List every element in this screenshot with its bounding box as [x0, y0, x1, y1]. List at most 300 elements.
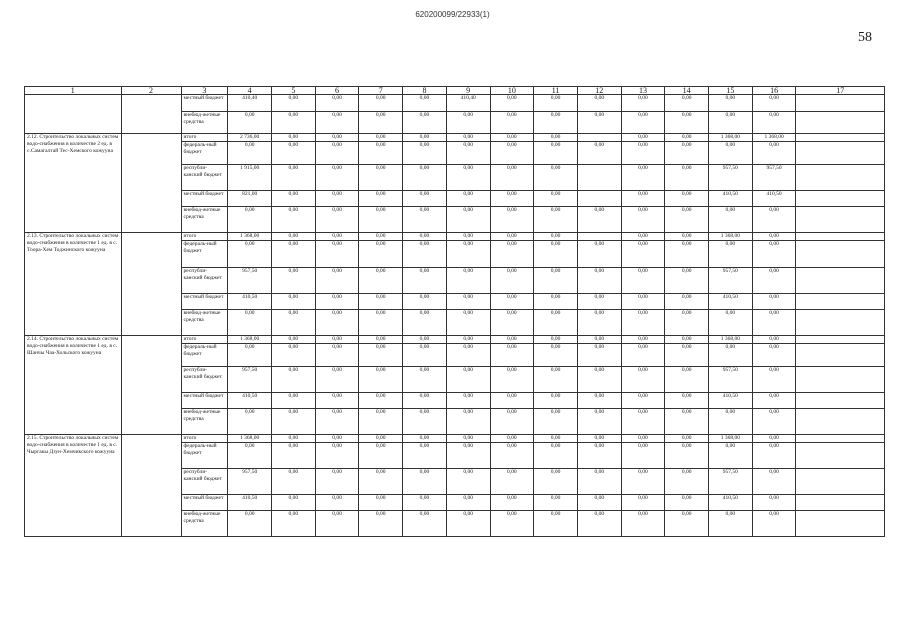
value-cell: 0,00 — [403, 469, 447, 495]
value-cell: 0,00 — [490, 241, 534, 268]
value-cell: 0,00 — [490, 344, 534, 367]
value-cell: 0,00 — [665, 95, 709, 112]
header-row — [25, 87, 885, 95]
value-cell: 0,00 — [490, 95, 534, 112]
value-cell: 0,00 — [534, 495, 578, 511]
value-cell: 0,00 — [709, 112, 753, 134]
value-cell: 0,00 — [577, 367, 621, 393]
column-header: 15 — [709, 87, 753, 95]
value-cell: 1 368,00 — [228, 435, 272, 443]
value-cell: 0,00 — [315, 393, 359, 409]
value-cell: 0,00 — [228, 207, 272, 233]
value-cell: 0,00 — [271, 241, 315, 268]
value-cell: 0,00 — [315, 241, 359, 268]
value-cell: 0,00 — [534, 95, 578, 112]
value-cell: 0,00 — [665, 435, 709, 443]
value-cell: 0,00 — [446, 367, 490, 393]
value-cell: 0,00 — [446, 393, 490, 409]
value-cell: 0,00 — [577, 469, 621, 495]
value-cell: 0,00 — [534, 310, 578, 336]
column-header: 4 — [228, 87, 272, 95]
value-cell: 0,00 — [446, 294, 490, 310]
value-cell: 0,00 — [752, 207, 796, 233]
value-cell: 0,00 — [752, 435, 796, 443]
note-cell — [796, 393, 885, 409]
value-cell — [577, 233, 621, 241]
value-cell: 0,00 — [403, 294, 447, 310]
value-cell: 0,00 — [752, 393, 796, 409]
value-cell: 0,00 — [315, 443, 359, 469]
column-header: 17 — [796, 87, 885, 95]
value-cell: 0,00 — [577, 142, 621, 165]
value-cell: 0,00 — [665, 294, 709, 310]
value-cell: 0,00 — [228, 511, 272, 537]
note-cell — [796, 469, 885, 495]
value-cell: 0,00 — [621, 367, 665, 393]
value-cell: 0,00 — [271, 367, 315, 393]
value-cell: 0,00 — [752, 268, 796, 294]
note-cell — [796, 409, 885, 435]
value-cell: 0,00 — [271, 511, 315, 537]
value-cell — [577, 134, 621, 142]
value-cell: 0,00 — [446, 435, 490, 443]
value-cell: 0,00 — [534, 142, 578, 165]
value-cell: 0,00 — [271, 495, 315, 511]
value-cell: 0,00 — [752, 443, 796, 469]
value-cell: 0,00 — [577, 95, 621, 112]
funding-source: итого — [181, 435, 228, 443]
value-cell: 957,50 — [228, 268, 272, 294]
value-cell: 0,00 — [534, 268, 578, 294]
value-cell: 821,00 — [228, 191, 272, 207]
funding-source: федераль-ный бюджет — [181, 443, 228, 469]
value-cell: 0,00 — [315, 310, 359, 336]
funding-source: федераль-ный бюджет — [181, 142, 228, 165]
value-cell: 0,00 — [534, 241, 578, 268]
column-header: 13 — [621, 87, 665, 95]
value-cell: 0,00 — [490, 142, 534, 165]
value-cell: 0,00 — [665, 142, 709, 165]
value-cell: 0,00 — [271, 268, 315, 294]
value-cell: 0,00 — [665, 310, 709, 336]
note-cell — [796, 511, 885, 537]
value-cell: 0,00 — [271, 393, 315, 409]
funding-source: внебюд-жетные средства — [181, 112, 228, 134]
value-cell: 1 915,00 — [228, 165, 272, 191]
value-cell: 0,00 — [271, 165, 315, 191]
value-cell: 0,00 — [665, 393, 709, 409]
value-cell: 0,00 — [621, 142, 665, 165]
value-cell: 0,00 — [665, 344, 709, 367]
value-cell: 410,50 — [228, 294, 272, 310]
value-cell: 957,50 — [709, 367, 753, 393]
value-cell: 410,40 — [228, 95, 272, 112]
value-cell: 0,00 — [315, 95, 359, 112]
value-cell: 0,00 — [315, 268, 359, 294]
value-cell: 0,00 — [315, 134, 359, 142]
value-cell: 0,00 — [359, 435, 403, 443]
table-row — [25, 233, 885, 241]
column-header: 11 — [534, 87, 578, 95]
note-cell — [796, 165, 885, 191]
value-cell: 1 368,00 — [709, 336, 753, 344]
value-cell: 1 368,00 — [709, 134, 753, 142]
value-cell: 2 736,00 — [228, 134, 272, 142]
value-cell: 0,00 — [446, 142, 490, 165]
value-cell: 0,00 — [359, 511, 403, 537]
value-cell: 410,50 — [709, 191, 753, 207]
column-header: 6 — [315, 87, 359, 95]
value-cell — [577, 165, 621, 191]
value-cell: 0,00 — [665, 469, 709, 495]
value-cell: 0,00 — [271, 134, 315, 142]
value-cell: 0,00 — [577, 268, 621, 294]
value-cell: 0,00 — [752, 409, 796, 435]
value-cell: 0,00 — [709, 344, 753, 367]
value-cell: 957,50 — [752, 165, 796, 191]
value-cell: 0,00 — [752, 142, 796, 165]
value-cell: 0,00 — [446, 344, 490, 367]
value-cell: 0,00 — [621, 435, 665, 443]
value-cell: 0,00 — [490, 336, 534, 344]
column-header: 2 — [121, 87, 181, 95]
funding-source: федераль-ный бюджет — [181, 241, 228, 268]
value-cell: 957,50 — [228, 469, 272, 495]
note-cell — [796, 95, 885, 112]
value-cell: 0,00 — [490, 310, 534, 336]
value-cell: 0,00 — [271, 336, 315, 344]
value-cell: 0,00 — [577, 344, 621, 367]
value-cell: 0,00 — [534, 207, 578, 233]
value-cell: 0,00 — [577, 495, 621, 511]
value-cell: 0,00 — [665, 165, 709, 191]
value-cell: 0,00 — [446, 511, 490, 537]
value-cell: 0,00 — [490, 134, 534, 142]
value-cell: 0,00 — [534, 435, 578, 443]
value-cell: 0,00 — [490, 165, 534, 191]
note-cell — [796, 112, 885, 134]
value-cell: 0,00 — [709, 207, 753, 233]
column-header: 5 — [271, 87, 315, 95]
value-cell: 410,50 — [752, 191, 796, 207]
value-cell: 0,00 — [403, 191, 447, 207]
value-cell: 0,00 — [315, 469, 359, 495]
value-cell: 0,00 — [534, 294, 578, 310]
value-cell: 0,00 — [228, 112, 272, 134]
value-cell: 0,00 — [577, 112, 621, 134]
value-cell: 0,00 — [446, 469, 490, 495]
value-cell: 957,50 — [228, 367, 272, 393]
value-cell: 0,00 — [315, 294, 359, 310]
value-cell: 0,00 — [403, 142, 447, 165]
value-cell: 0,00 — [315, 142, 359, 165]
value-cell: 0,00 — [228, 409, 272, 435]
value-cell: 0,00 — [271, 95, 315, 112]
value-cell: 0,00 — [709, 443, 753, 469]
value-cell: 0,00 — [665, 241, 709, 268]
value-cell: 0,00 — [359, 207, 403, 233]
funding-source: внебюд-жетные средства — [181, 207, 228, 233]
value-cell: 0,00 — [534, 134, 578, 142]
value-cell: 0,00 — [665, 207, 709, 233]
column-header: 3 — [181, 87, 228, 95]
value-cell: 0,00 — [403, 435, 447, 443]
value-cell: 0,00 — [271, 344, 315, 367]
value-cell: 0,00 — [359, 233, 403, 241]
value-cell: 0,00 — [752, 112, 796, 134]
value-cell: 0,00 — [315, 207, 359, 233]
value-cell: 0,00 — [577, 207, 621, 233]
value-cell: 0,00 — [534, 165, 578, 191]
value-cell: 0,00 — [621, 165, 665, 191]
value-cell: 0,00 — [446, 495, 490, 511]
value-cell: 0,00 — [315, 112, 359, 134]
value-cell: 0,00 — [709, 409, 753, 435]
measure-description: 2.15. Строительство локальных систем водо-снабжения в количестве 1 ед. в с. Чыргакы Дзун-Хемчикского кожууна — [25, 435, 122, 537]
value-cell: 0,00 — [359, 344, 403, 367]
value-cell: 0,00 — [403, 511, 447, 537]
value-cell: 1 368,00 — [709, 435, 753, 443]
note-cell — [796, 134, 885, 142]
value-cell: 0,00 — [315, 336, 359, 344]
value-cell: 0,00 — [446, 310, 490, 336]
value-cell: 0,00 — [709, 310, 753, 336]
value-cell: 0,00 — [490, 268, 534, 294]
table-row — [25, 435, 885, 443]
value-cell: 0,00 — [271, 294, 315, 310]
value-cell: 0,00 — [665, 511, 709, 537]
value-cell: 410,50 — [709, 294, 753, 310]
value-cell: 0,00 — [315, 191, 359, 207]
value-cell: 0,00 — [359, 165, 403, 191]
value-cell: 0,00 — [621, 191, 665, 207]
value-cell: 0,00 — [403, 233, 447, 241]
value-cell: 1 368,00 — [228, 233, 272, 241]
value-cell: 0,00 — [359, 134, 403, 142]
note-cell — [796, 294, 885, 310]
value-cell: 0,00 — [709, 511, 753, 537]
note-cell — [796, 142, 885, 165]
value-cell: 0,00 — [403, 336, 447, 344]
budget-table — [24, 86, 885, 537]
value-cell: 1 368,00 — [709, 233, 753, 241]
value-cell: 0,00 — [228, 344, 272, 367]
value-cell: 0,00 — [403, 443, 447, 469]
value-cell: 0,00 — [490, 393, 534, 409]
value-cell: 0,00 — [403, 95, 447, 112]
value-cell: 0,00 — [359, 367, 403, 393]
value-cell: 0,00 — [359, 112, 403, 134]
value-cell: 0,00 — [534, 443, 578, 469]
measure-description — [25, 95, 122, 134]
value-cell: 0,00 — [271, 443, 315, 469]
executor-cell — [121, 95, 181, 134]
value-cell: 0,00 — [446, 191, 490, 207]
value-cell: 0,00 — [446, 112, 490, 134]
value-cell: 0,00 — [621, 336, 665, 344]
value-cell: 0,00 — [315, 511, 359, 537]
measure-description: 2.12. Строительство локальных систем водо-снабжения в количестве 2 ед. в с.Самагалтай Тес-Хемского кожууна — [25, 134, 122, 233]
executor-cell — [121, 134, 181, 233]
value-cell: 0,00 — [665, 112, 709, 134]
value-cell: 0,00 — [577, 443, 621, 469]
value-cell: 0,00 — [534, 344, 578, 367]
value-cell: 957,50 — [709, 165, 753, 191]
funding-source: республи-канский бюджет — [181, 165, 228, 191]
measure-description: 2.13. Строительство локальных систем водо-снабжения в количестве 1 ед. в с. Тоора-Хем Тоджинского кожууна — [25, 233, 122, 336]
value-cell: 0,00 — [403, 134, 447, 142]
value-cell: 0,00 — [621, 207, 665, 233]
value-cell: 0,00 — [228, 310, 272, 336]
value-cell: 0,00 — [534, 469, 578, 495]
value-cell: 957,50 — [709, 268, 753, 294]
value-cell: 0,00 — [271, 409, 315, 435]
value-cell: 0,00 — [534, 367, 578, 393]
value-cell: 410,40 — [446, 95, 490, 112]
note-cell — [796, 241, 885, 268]
value-cell: 0,00 — [577, 241, 621, 268]
value-cell: 0,00 — [228, 142, 272, 165]
value-cell: 0,00 — [665, 367, 709, 393]
value-cell: 0,00 — [621, 268, 665, 294]
value-cell: 0,00 — [665, 268, 709, 294]
value-cell: 0,00 — [271, 310, 315, 336]
funding-source: федераль-ный бюджет — [181, 344, 228, 367]
value-cell: 0,00 — [403, 409, 447, 435]
value-cell: 0,00 — [490, 435, 534, 443]
column-header: 9 — [446, 87, 490, 95]
value-cell: 0,00 — [752, 233, 796, 241]
value-cell: 0,00 — [621, 95, 665, 112]
value-cell: 0,00 — [621, 409, 665, 435]
value-cell: 0,00 — [490, 495, 534, 511]
value-cell: 0,00 — [534, 112, 578, 134]
value-cell: 0,00 — [359, 443, 403, 469]
value-cell: 0,00 — [752, 469, 796, 495]
funding-source: местный бюджет — [181, 95, 228, 112]
funding-source: итого — [181, 233, 228, 241]
value-cell: 0,00 — [577, 294, 621, 310]
value-cell: 0,00 — [446, 207, 490, 233]
funding-source: местный бюджет — [181, 495, 228, 511]
value-cell: 0,00 — [271, 435, 315, 443]
value-cell: 0,00 — [490, 207, 534, 233]
value-cell: 0,00 — [621, 134, 665, 142]
value-cell: 410,50 — [228, 393, 272, 409]
value-cell: 0,00 — [621, 443, 665, 469]
value-cell: 0,00 — [665, 336, 709, 344]
value-cell: 0,00 — [621, 469, 665, 495]
funding-source: республи-канский бюджет — [181, 268, 228, 294]
value-cell: 0,00 — [577, 310, 621, 336]
value-cell: 0,00 — [446, 336, 490, 344]
value-cell: 0,00 — [446, 233, 490, 241]
value-cell: 0,00 — [752, 294, 796, 310]
value-cell: 0,00 — [577, 435, 621, 443]
value-cell: 0,00 — [359, 310, 403, 336]
value-cell: 0,00 — [752, 511, 796, 537]
value-cell: 0,00 — [315, 495, 359, 511]
value-cell: 0,00 — [315, 409, 359, 435]
funding-source: местный бюджет — [181, 294, 228, 310]
value-cell: 0,00 — [271, 112, 315, 134]
value-cell: 0,00 — [621, 310, 665, 336]
value-cell: 0,00 — [534, 336, 578, 344]
value-cell: 0,00 — [403, 495, 447, 511]
value-cell: 410,50 — [709, 393, 753, 409]
value-cell: 0,00 — [359, 393, 403, 409]
note-cell — [796, 233, 885, 241]
table-row — [25, 336, 885, 344]
value-cell: 0,00 — [621, 511, 665, 537]
value-cell: 1 368,00 — [228, 336, 272, 344]
value-cell: 0,00 — [446, 443, 490, 469]
value-cell: 0,00 — [490, 443, 534, 469]
funding-source: местный бюджет — [181, 393, 228, 409]
table-row — [25, 134, 885, 142]
value-cell: 0,00 — [490, 469, 534, 495]
funding-source: итого — [181, 134, 228, 142]
value-cell: 0,00 — [490, 367, 534, 393]
note-cell — [796, 443, 885, 469]
value-cell: 1 368,00 — [752, 134, 796, 142]
document-id: 620200099/22933(1) — [415, 10, 490, 19]
note-cell — [796, 310, 885, 336]
value-cell: 0,00 — [403, 310, 447, 336]
value-cell: 0,00 — [446, 165, 490, 191]
value-cell: 0,00 — [665, 495, 709, 511]
value-cell: 0,00 — [403, 165, 447, 191]
value-cell: 0,00 — [752, 310, 796, 336]
value-cell: 0,00 — [403, 367, 447, 393]
column-header: 16 — [752, 87, 796, 95]
value-cell: 0,00 — [359, 95, 403, 112]
value-cell: 0,00 — [446, 134, 490, 142]
value-cell: 0,00 — [621, 344, 665, 367]
funding-source: внебюд-жетные средства — [181, 511, 228, 537]
value-cell: 0,00 — [359, 469, 403, 495]
funding-source: республи-канский бюджет — [181, 469, 228, 495]
value-cell: 0,00 — [621, 112, 665, 134]
value-cell: 0,00 — [709, 142, 753, 165]
value-cell: 0,00 — [271, 233, 315, 241]
value-cell: 0,00 — [359, 409, 403, 435]
note-cell — [796, 207, 885, 233]
value-cell: 0,00 — [490, 112, 534, 134]
value-cell: 0,00 — [577, 336, 621, 344]
value-cell — [577, 191, 621, 207]
value-cell: 0,00 — [621, 495, 665, 511]
value-cell: 0,00 — [665, 191, 709, 207]
value-cell: 0,00 — [271, 207, 315, 233]
value-cell: 0,00 — [709, 241, 753, 268]
value-cell: 0,00 — [752, 367, 796, 393]
value-cell: 0,00 — [577, 409, 621, 435]
value-cell: 0,00 — [490, 511, 534, 537]
value-cell: 0,00 — [228, 241, 272, 268]
value-cell: 0,00 — [403, 344, 447, 367]
note-cell — [796, 336, 885, 344]
note-cell — [796, 344, 885, 367]
value-cell: 0,00 — [665, 134, 709, 142]
value-cell: 0,00 — [359, 241, 403, 268]
funding-source: итого — [181, 336, 228, 344]
value-cell: 0,00 — [534, 393, 578, 409]
value-cell: 0,00 — [709, 95, 753, 112]
note-cell — [796, 435, 885, 443]
value-cell: 0,00 — [490, 294, 534, 310]
value-cell: 0,00 — [446, 409, 490, 435]
